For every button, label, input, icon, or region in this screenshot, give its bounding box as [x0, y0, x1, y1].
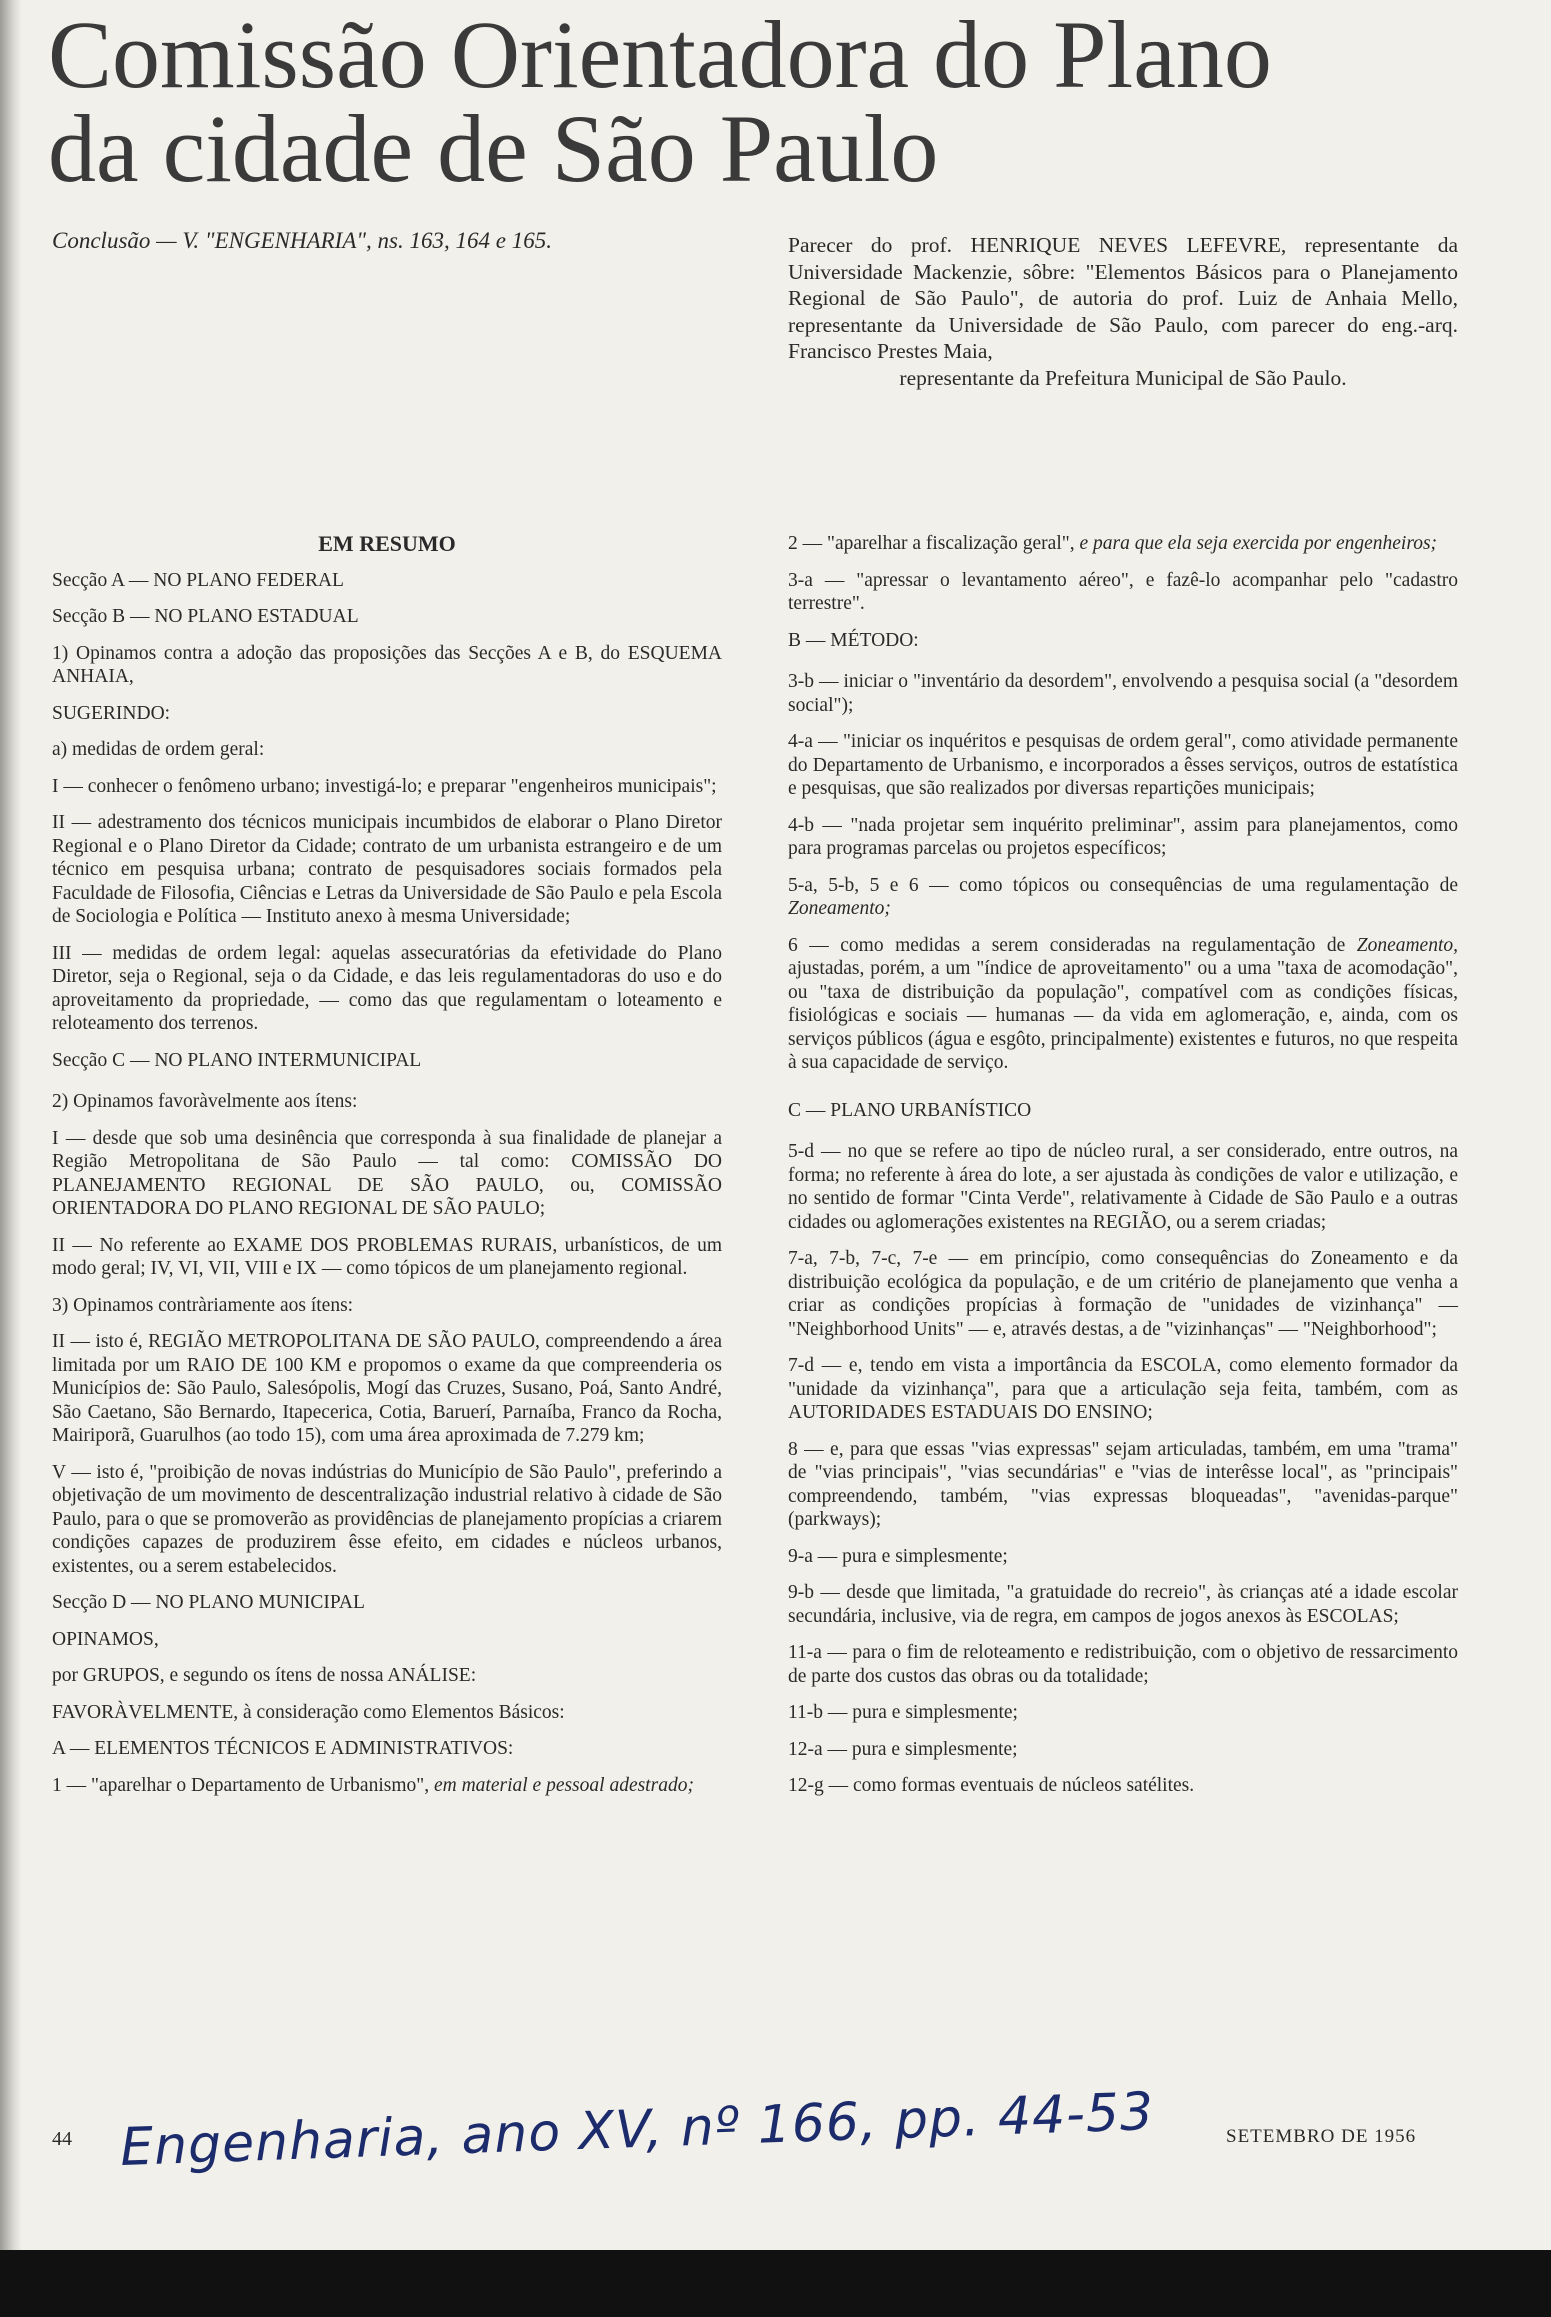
right-para: 12-a — pura e simplesmente;	[788, 1738, 1018, 1760]
handwritten-citation: Engenharia, ano XV, nº 166, pp. 44-53	[119, 2081, 1156, 2179]
right-para: 7-a, 7-b, 7-c, 7-e — em princípio, como consequências do Zoneamento e da distribuição ecológica da população, e de um critério de planejamento que venha a criar as condições propícias à formação de "unidades de vizinhança" — "Neighborhood Units" — e, através destas, a de "vizinhanças" — "Neighborhood";	[788, 1248, 1458, 1340]
left-para: III — medidas de ordem legal: aquelas assecuratórias da efetividade do Plano Diretor, seja o Regional, seja o da Cidade, e das leis regulamentadoras do uso e do aproveitamento da propriedade, — como das que regulamentam o loteamento e reloteamento dos terrenos.	[52, 942, 722, 1034]
left-last-emph: em material e pessoal adestrado;	[433, 1774, 694, 1796]
right-para: 9-a — pura e simplesmente;	[788, 1545, 1008, 1567]
right-p6-text: 6 — como medidas a serem consideradas na regulamentação de	[788, 934, 1346, 956]
left-para: por GRUPOS, e segundo os ítens de nossa ANÁLISE:	[52, 1665, 477, 1686]
right-para: 12-g — como formas eventuais de núcleos satélites.	[788, 1775, 1195, 1796]
article-title	[48, 1, 1528, 202]
right-p6-emph: Zoneamento,	[1356, 934, 1458, 956]
right-p6-rest: ajustadas, porém, a um "índice de aproveitamento" ou a uma "taxa de acomodação", ou "taxa de distribuição da população", compatível com as condições físicas, fisiológicas e sociais — humanas — da vida em aglomeração, e, ainda, com os serviços públicos (água e esgôto, principalmente) existentes e futuros, no que respeita à sua capacidade de serviço.	[788, 958, 1458, 1073]
left-para: Secção B — NO PLANO ESTADUAL	[52, 606, 359, 627]
right-p1-text: 2 — "aparelhar a fiscalização geral",	[788, 533, 1075, 554]
right-column	[788, 532, 1458, 1811]
right-para: 4-b — "nada projetar sem inquérito preliminar", assim para planejamentos, como para programas parcelas ou projetos específicos;	[788, 814, 1458, 859]
right-para: 3-a — "apressar o levantamento aéreo", e fazê-lo acompanhar pelo "cadastro terrestre".	[788, 569, 1458, 614]
right-para: 7-d — e, tendo em vista a importância da ESCOLA, como elemento formador da "unidade da vizinhança", para que a articulação seja feita, também, com as AUTORIDADES ESTADUAIS DO ENSINO;	[788, 1355, 1458, 1423]
right-para	[788, 874, 1458, 921]
right-para: 8 — e, para que essas "vias expressas" sejam articuladas, também, em uma "trama" de "vias principais", "vias secundárias" e "vias de interêsse local", as "principais" compreendendo, também, "vias expressas bloqueadas", "avenidas-parque" (parkways);	[788, 1438, 1458, 1530]
left-para: A — ELEMENTOS TÉCNICOS E ADMINISTRATIVOS:	[52, 1738, 514, 1759]
page-edge-shadow	[0, 0, 22, 2317]
right-p5-text: 5-a, 5-b, 5 e 6 — como tópicos ou consequências de uma regulamentação de	[788, 874, 1458, 896]
intro-block	[788, 232, 1458, 391]
left-para: II — No referente ao EXAME DOS PROBLEMAS RURAIS, urbanísticos, de um modo geral; IV, VI, VII, VIII e IX — como tópicos de um planejamento regional.	[52, 1234, 722, 1279]
title-line-1: Comissão Orientadora do Plano	[48, 1, 1272, 108]
right-p5-emph: Zoneamento;	[788, 898, 891, 919]
left-para: 3) Opinamos contràriamente aos ítens:	[52, 1294, 354, 1316]
right-para: 4-a — "iniciar os inquéritos e pesquisas de ordem geral", como atividade permanente do Departamento de Urbanismo, e incorporados a êsses serviços, outros de estatística e pesquisas, que são realizados por diversas repartições municipais;	[788, 731, 1458, 799]
conclusion-note: Conclusão — V. "ENGENHARIA", ns. 163, 164 e 165.	[52, 228, 552, 253]
right-para	[788, 934, 1458, 1075]
left-para: 1) Opinamos contra a adoção das proposições das Secções A e B, do ESQUEMA ANHAIA,	[52, 642, 722, 687]
left-para: I — conhecer o fenômeno urbano; investigá-lo; e preparar "engenheiros municipais";	[52, 775, 717, 797]
left-para-last	[52, 1774, 722, 1798]
right-para: 11-a — para o fim de reloteamento e redistribuição, com o objetivo de ressarcimento de parte dos custos das obras ou da totalidade;	[788, 1642, 1458, 1687]
right-para: 11-b — pura e simplesmente;	[788, 1702, 1018, 1723]
left-column	[52, 532, 722, 1810]
page-number: 44	[52, 2128, 72, 2150]
issue-date: SETEMBRO DE 1956	[1226, 2126, 1417, 2147]
left-para: II — isto é, REGIÃO METROPOLITANA DE SÃO PAULO, compreendendo a área limitada por um RAIO DE 100 KM e propomos o exame da que compreenderia os Municípios de: São Paulo, Salesópolis, Mogí das Cruzes, Susano, Poá, Santo André, São Caetano, São Bernardo, Itapecerica, Cotia, Baruerí, Parnaíba, Franco da Rocha, Mairiporã, Guarulhos (ao todo 15), com uma área aproximada de 7.279 km;	[52, 1331, 722, 1446]
left-last-text: 1 — "aparelhar o Departamento de Urbanismo",	[52, 1774, 430, 1796]
left-para: Secção A — NO PLANO FEDERAL	[52, 569, 344, 591]
left-para: OPINAMOS,	[52, 1628, 159, 1650]
scan-bottom-border	[0, 2250, 1551, 2317]
left-para: 2) Opinamos favoràvelmente aos ítens:	[52, 1091, 358, 1112]
right-para: 5-d — no que se refere ao tipo de núcleo rural, a ser considerado, entre outros, na forma; no referente à área do lote, a ser ajustada às condições de valor e utilização, e no sentido de formar "Cinta Verde", relativamente à Cidade de São Paulo e a outras cidades ou aglomerações existentes na REGIÃO, ou a serem criadas;	[788, 1141, 1458, 1233]
left-para: V — isto é, "proibição de novas indústrias do Município de São Paulo", preferindo a objetivação de um movimento de descentralização industrial relativo à cidade de São Paulo, para o que se promoverão as providências de planejamento propícias a criarem condições capazes de produzirem êsse efeito, em cidades e núcleos urbanos, existentes, ou a serem estabelecidos.	[52, 1461, 722, 1577]
right-para: 3-b — iniciar o "inventário da desordem", envolvendo a pesquisa social (a "desordem social");	[788, 671, 1458, 716]
left-para: I — desde que sob uma desinência que corresponda à sua finalidade de planejar a Região Metropolitana de São Paulo — tal como: COMISSÃO DO PLANEJAMENTO REGIONAL DE SÃO PAULO, ou, COMISSÃO ORIENTADORA DO PLANO REGIONAL DE SÃO PAULO;	[52, 1127, 722, 1219]
left-para: SUGERINDO:	[52, 702, 171, 724]
right-para: C — PLANO URBANÍSTICO	[788, 1099, 1032, 1121]
right-para: B — MÉTODO:	[788, 629, 919, 651]
left-para: Secção D — NO PLANO MUNICIPAL	[52, 1592, 365, 1613]
intro-text: Parecer do prof. HENRIQUE NEVES LEFEVRE, representante da Universidade Mackenzie, sôbre: "Elementos Básicos para o Planejamento Regional de São Paulo", de autoria do prof. Luiz de Anhaia Mello, representante da Universidade de São Paulo, com parecer do eng.-arq. Francisco Prestes Maia,	[788, 233, 1458, 363]
summary-heading: EM RESUMO	[318, 531, 456, 556]
left-para: II — adestramento dos técnicos municipais incumbidos de elaborar o Plano Diretor Regional e o Plano Diretor da Cidade; contrato de um urbanista estrangeiro e de um técnico em pesquisa urbana; contrato de pesquisadores sociais formados pela Faculdade de Filosofia, Ciências e Letras da Universidade de São Paulo e pela Escola de Sociologia e Política — Instituto anexo à mesma Universidade;	[52, 812, 722, 927]
left-para: Secção C — NO PLANO INTERMUNICIPAL	[52, 1049, 422, 1071]
right-p1-emph: e para que ela seja exercida por engenheiros;	[1079, 533, 1438, 554]
right-para: 9-b — desde que limitada, "a gratuidade do recreio", às crianças até a idade escolar secundária, inclusive, via de regra, em campos de jogos anexos às ESCOLAS;	[788, 1582, 1458, 1627]
title-line-2: da cidade de São Paulo	[48, 95, 939, 202]
left-para: a) medidas de ordem geral:	[52, 739, 265, 760]
right-para	[788, 532, 1458, 556]
left-para: FAVORÀVELMENTE, à consideração como Elementos Básicos:	[52, 1701, 565, 1723]
intro-text-end: representante da Prefeitura Municipal de São Paulo.	[899, 365, 1347, 390]
